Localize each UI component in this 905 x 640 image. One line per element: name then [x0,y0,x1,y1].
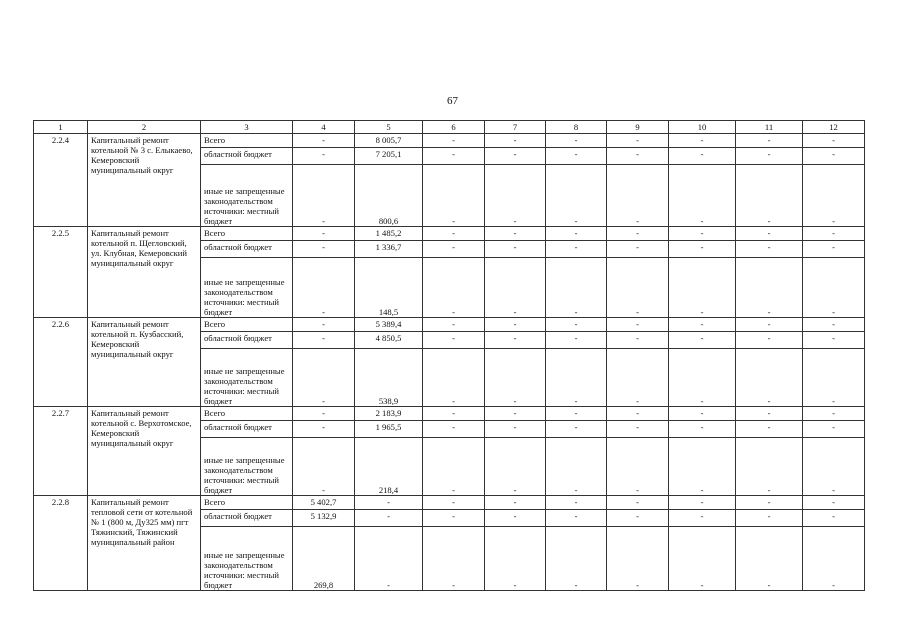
table-row [34,318,865,332]
amount-cell: - [607,349,669,407]
budget-table [33,120,865,591]
amount-cell: - [423,148,485,165]
amount-cell: - [669,134,736,148]
amount-cell: - [485,332,546,349]
column-header: 7 [485,121,546,134]
amount-cell: - [355,496,423,510]
amount-cell: - [423,527,485,591]
funding-source: иные не запрещенные законодательством источники: местный бюджет [201,438,293,496]
amount-cell: - [546,421,607,438]
funding-source: Всего [201,318,293,332]
amount-cell: - [736,407,803,421]
amount-cell: - [669,332,736,349]
amount-cell: - [669,227,736,241]
amount-cell: - [546,349,607,407]
amount-cell: - [669,148,736,165]
amount-cell: - [485,496,546,510]
amount-cell: - [736,510,803,527]
funding-source: иные не запрещенные законодательством источники: местный бюджет [201,527,293,591]
amount-cell: - [803,318,865,332]
amount-cell: - [423,227,485,241]
amount-cell: - [546,165,607,227]
amount-cell: - [607,241,669,258]
amount-cell: - [423,332,485,349]
column-header: 3 [201,121,293,134]
funding-source: иные не запрещенные законодательством источники: местный бюджет [201,258,293,318]
project-description: Капитальный ремонт котельной п. Щегловский, ул. Клубная, Кемеровский муниципальный округ [88,227,201,318]
row-number: 2.2.4 [34,134,88,227]
amount-cell: - [607,496,669,510]
amount-cell: - [607,258,669,318]
amount-cell: - [485,527,546,591]
amount-cell: - [803,496,865,510]
amount-cell: - [546,496,607,510]
column-header: 2 [88,121,201,134]
amount-cell: - [546,227,607,241]
column-header: 10 [669,121,736,134]
amount-cell: - [293,318,355,332]
funding-source: областной бюджет [201,421,293,438]
amount-cell: - [485,258,546,318]
amount-cell: - [423,510,485,527]
amount-cell: - [607,318,669,332]
amount-cell: 4 850,5 [355,332,423,349]
funding-source: Всего [201,134,293,148]
funding-source: областной бюджет [201,148,293,165]
amount-cell: - [607,227,669,241]
page-number: 67 [447,95,458,107]
amount-cell: 269,8 [293,527,355,591]
amount-cell: - [803,241,865,258]
column-header: 4 [293,121,355,134]
funding-source: иные не запрещенные законодательством источники: местный бюджет [201,349,293,407]
amount-cell: - [607,438,669,496]
amount-cell: - [669,349,736,407]
funding-source: областной бюджет [201,510,293,527]
amount-cell: - [803,438,865,496]
amount-cell: - [293,421,355,438]
amount-cell: 5 132,9 [293,510,355,527]
funding-source: Всего [201,407,293,421]
amount-cell: - [423,258,485,318]
funding-source: Всего [201,227,293,241]
amount-cell: - [736,332,803,349]
amount-cell: - [485,227,546,241]
amount-cell: - [423,165,485,227]
amount-cell: - [607,148,669,165]
amount-cell: - [736,318,803,332]
amount-cell: 218,4 [355,438,423,496]
amount-cell: - [803,134,865,148]
amount-cell: - [736,421,803,438]
amount-cell: - [607,332,669,349]
amount-cell: - [607,165,669,227]
amount-cell: - [803,258,865,318]
amount-cell: 1 336,7 [355,241,423,258]
amount-cell: - [803,332,865,349]
amount-cell: - [736,438,803,496]
amount-cell: - [423,134,485,148]
amount-cell: - [803,148,865,165]
amount-cell: 148,5 [355,258,423,318]
amount-cell: - [485,438,546,496]
amount-cell: - [293,241,355,258]
amount-cell: - [485,165,546,227]
amount-cell: 7 205,1 [355,148,423,165]
amount-cell: - [546,134,607,148]
amount-cell: - [736,496,803,510]
amount-cell: - [423,349,485,407]
amount-cell: - [669,258,736,318]
amount-cell: - [293,349,355,407]
amount-cell: 1 965,5 [355,421,423,438]
amount-cell: - [669,527,736,591]
project-description: Капитальный ремонт котельной п. Кузбасский, Кемеровский муниципальный округ [88,318,201,407]
amount-cell: - [423,421,485,438]
amount-cell: - [293,258,355,318]
amount-cell: - [546,148,607,165]
amount-cell: - [669,407,736,421]
amount-cell: - [546,438,607,496]
table-row [34,496,865,510]
amount-cell: - [736,227,803,241]
amount-cell: - [293,227,355,241]
amount-cell: - [423,496,485,510]
row-number: 2.2.6 [34,318,88,407]
amount-cell: - [736,527,803,591]
amount-cell: - [546,332,607,349]
amount-cell: - [355,510,423,527]
amount-cell: - [736,134,803,148]
amount-cell: 5 402,7 [293,496,355,510]
amount-cell: - [669,165,736,227]
funding-source: областной бюджет [201,241,293,258]
amount-cell: - [669,438,736,496]
amount-cell: - [485,421,546,438]
amount-cell: - [485,510,546,527]
amount-cell: - [736,258,803,318]
amount-cell: - [485,349,546,407]
amount-cell: 1 485,2 [355,227,423,241]
amount-cell: - [485,134,546,148]
amount-cell: - [293,148,355,165]
amount-cell: - [736,241,803,258]
table-row [34,227,865,241]
column-header: 1 [34,121,88,134]
amount-cell: - [293,165,355,227]
amount-cell: - [546,318,607,332]
amount-cell: - [736,148,803,165]
funding-source: областной бюджет [201,332,293,349]
amount-cell: - [803,407,865,421]
column-header: 11 [736,121,803,134]
amount-cell: 8 005,7 [355,134,423,148]
amount-cell: - [736,165,803,227]
column-header: 12 [803,121,865,134]
column-header: 5 [355,121,423,134]
amount-cell: - [485,241,546,258]
column-header: 9 [607,121,669,134]
amount-cell: 2 183,9 [355,407,423,421]
amount-cell: - [485,407,546,421]
amount-cell: - [607,407,669,421]
column-header: 8 [546,121,607,134]
amount-cell: - [607,510,669,527]
amount-cell: - [669,318,736,332]
row-number: 2.2.7 [34,407,88,496]
table-row [34,407,865,421]
amount-cell: - [736,349,803,407]
amount-cell: - [607,134,669,148]
amount-cell: - [423,407,485,421]
amount-cell: - [423,318,485,332]
amount-cell: - [803,349,865,407]
amount-cell: - [546,241,607,258]
funding-source: Всего [201,496,293,510]
table-row [34,134,865,148]
amount-cell: - [546,407,607,421]
table-header-row [34,121,865,134]
amount-cell: - [803,165,865,227]
row-number: 2.2.8 [34,496,88,591]
amount-cell: - [293,332,355,349]
amount-cell: - [607,421,669,438]
amount-cell: - [355,527,423,591]
row-number: 2.2.5 [34,227,88,318]
amount-cell: - [485,318,546,332]
column-header: 6 [423,121,485,134]
amount-cell: - [546,510,607,527]
amount-cell: - [669,496,736,510]
amount-cell: - [803,510,865,527]
amount-cell: - [485,148,546,165]
amount-cell: - [803,227,865,241]
amount-cell: - [293,438,355,496]
amount-cell: - [546,527,607,591]
project-description: Капитальный ремонт котельной с. Верхотомское, Кемеровский муниципальный округ [88,407,201,496]
amount-cell: - [423,241,485,258]
amount-cell: - [293,134,355,148]
amount-cell: 800,6 [355,165,423,227]
amount-cell: - [423,438,485,496]
amount-cell: - [607,527,669,591]
amount-cell: - [546,258,607,318]
amount-cell: - [803,421,865,438]
amount-cell: - [669,421,736,438]
amount-cell: - [669,510,736,527]
funding-source: иные не запрещенные законодательством источники: местный бюджет [201,165,293,227]
amount-cell: - [669,241,736,258]
amount-cell: 5 389,4 [355,318,423,332]
amount-cell: 538,9 [355,349,423,407]
amount-cell: - [803,527,865,591]
amount-cell: - [293,407,355,421]
project-description: Капитальный ремонт котельной № 3 с. Елыкаево, Кемеровский муниципальный округ [88,134,201,227]
project-description: Капитальный ремонт тепловой сети от котельной № 1 (800 м, Ду325 мм) пгт Тяжинский, Тяжинский муниципальный район [88,496,201,591]
